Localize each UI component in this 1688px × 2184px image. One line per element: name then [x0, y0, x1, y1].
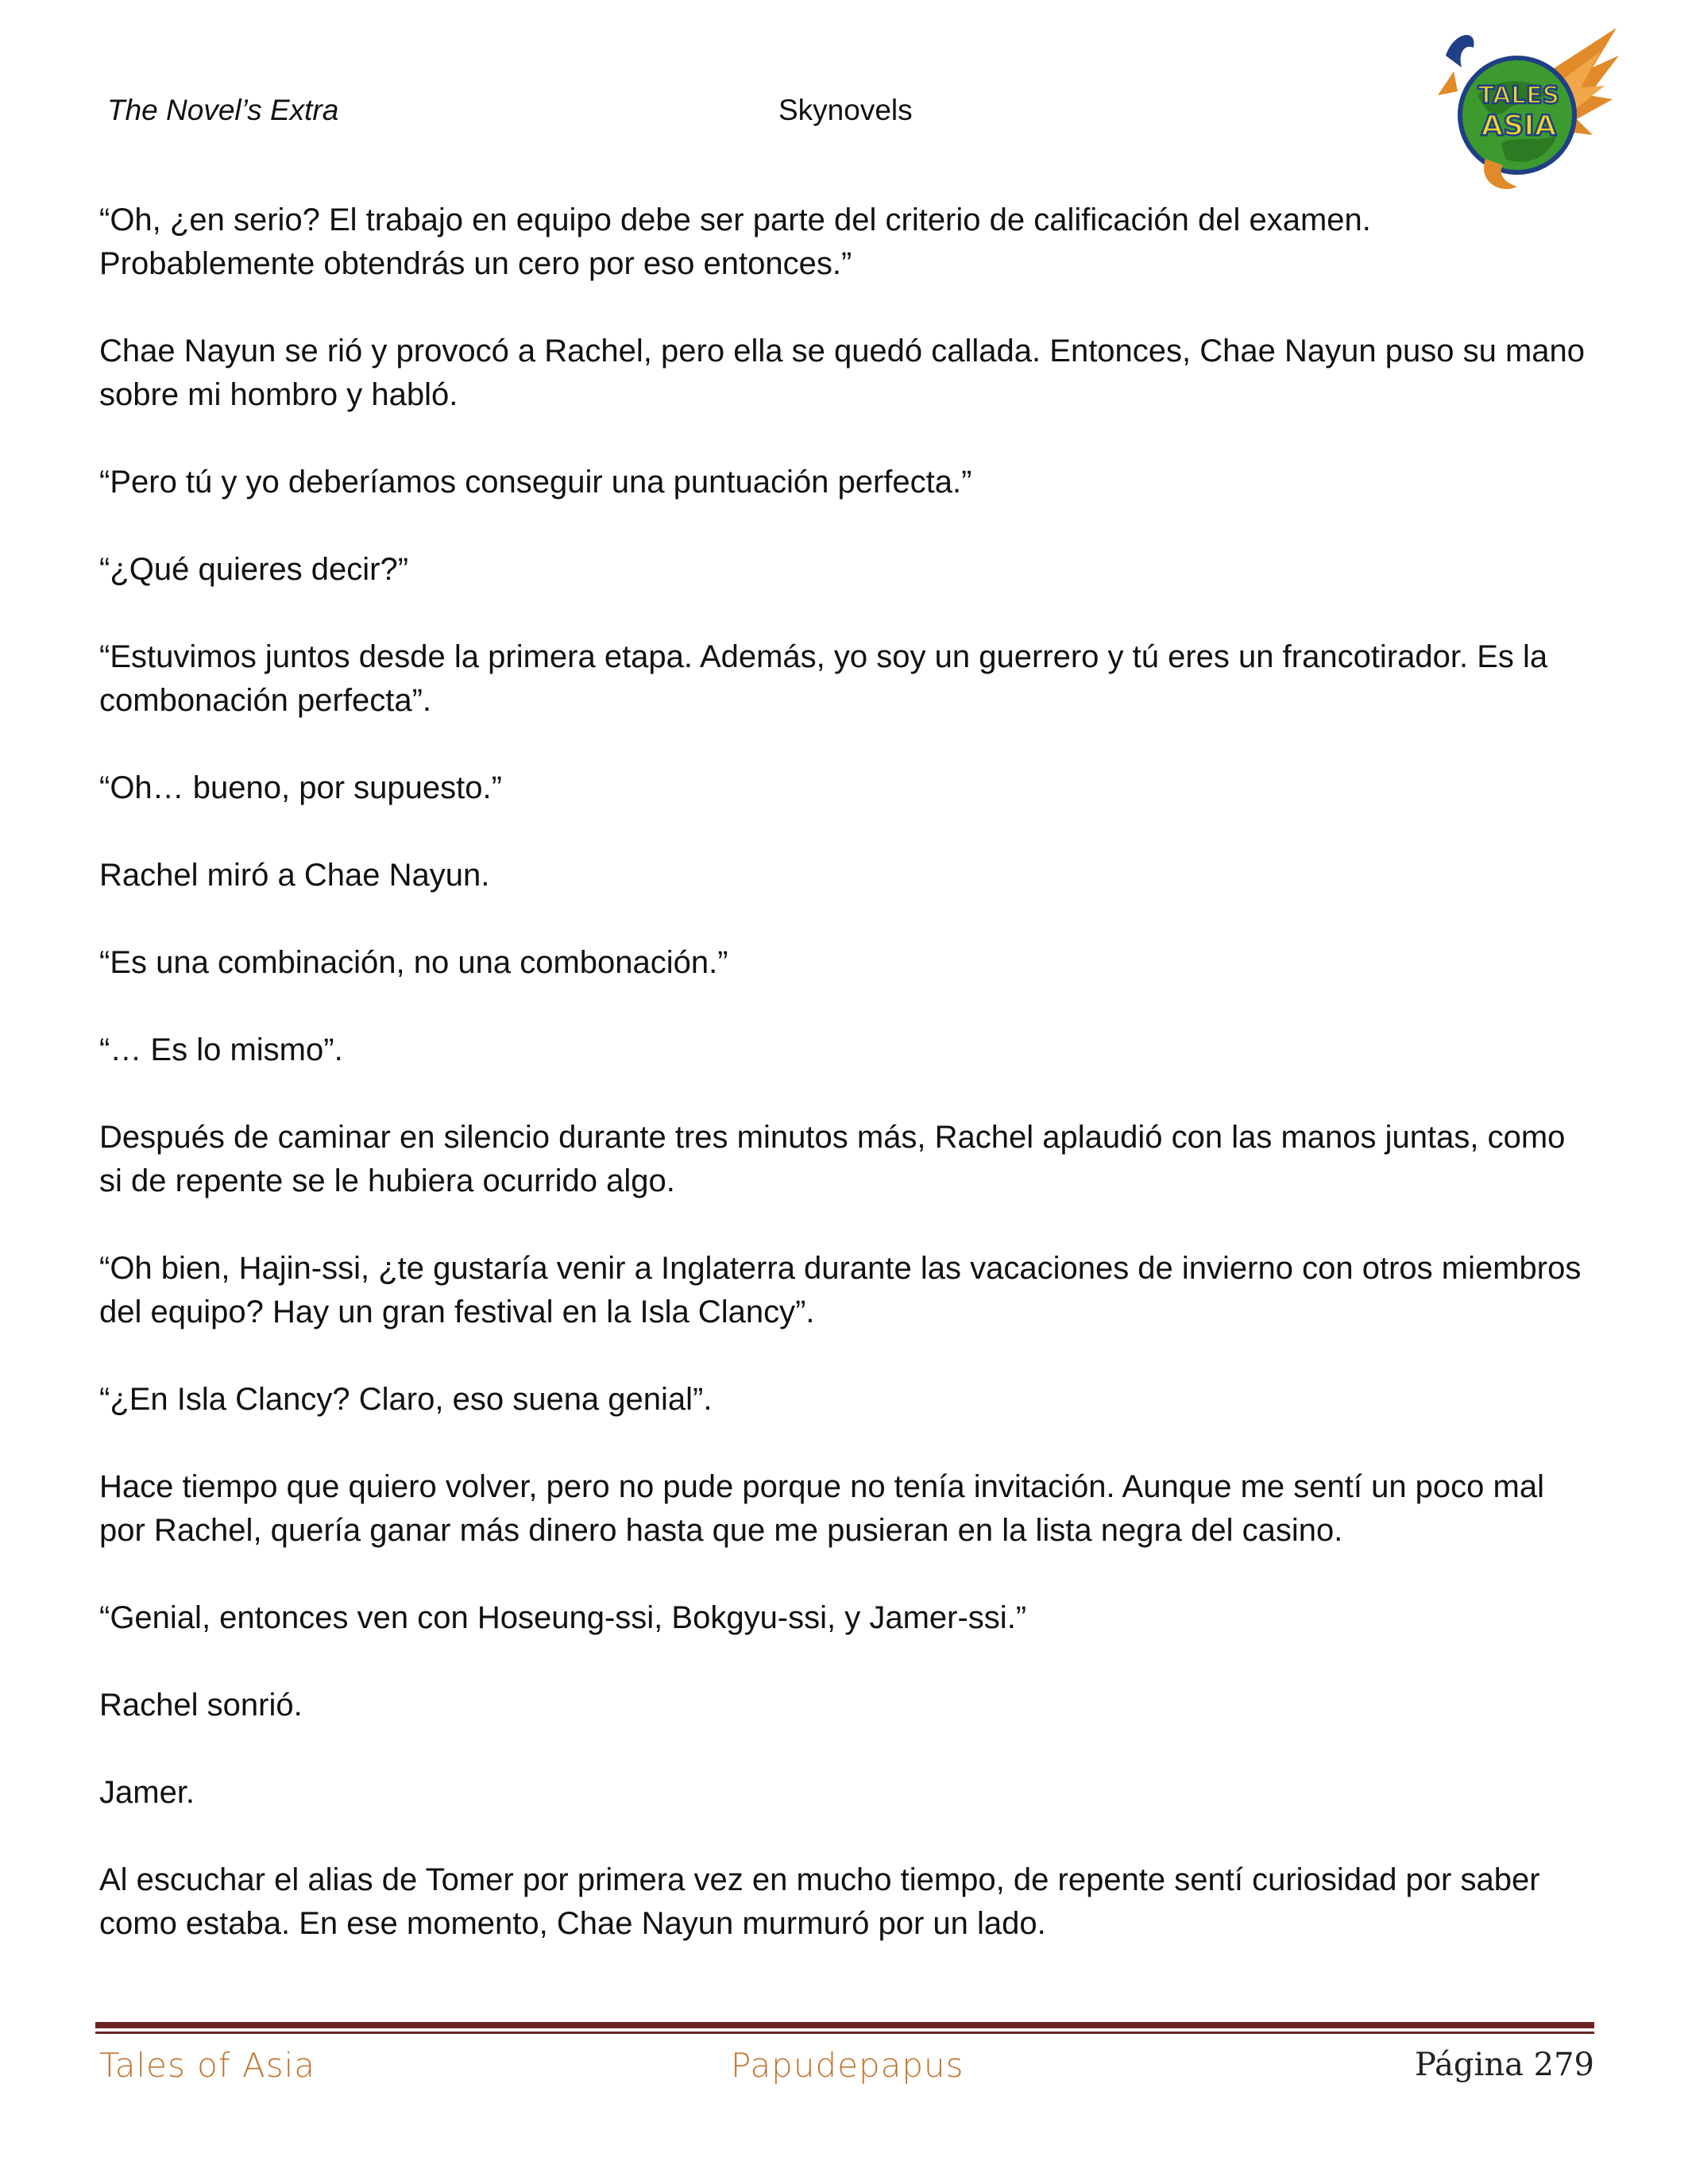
paragraph: “Es una combinación, no una combonación.” [99, 945, 728, 980]
footer-translator: Papudepapus [731, 2046, 964, 2085]
paragraph: “¿Qué quieres decir?” [99, 552, 409, 587]
page-number: Página 279 [1414, 2047, 1594, 2083]
paragraph: “Oh… bueno, por supuesto.” [99, 770, 502, 805]
logo-text-asia: ASIA [1481, 110, 1557, 142]
paragraph: Chae Nayun se rió y provocó a Rachel, pero ella se quedó callada. Entonces, Chae Nayun puso su mano sobre mi hombro y habló. [99, 334, 1586, 412]
paragraph: Al escuchar el alias de Tomer por primera vez en mucho tiempo, de repente sentí curiosidad por saber como estaba. En ese momento, Chae Nayun murmuró por un lado. [99, 1862, 1540, 1941]
footer-rule-thick [95, 2022, 1594, 2028]
paragraph: “¿En Isla Clancy? Claro, eso suena genial”. [99, 1382, 713, 1417]
footer-rule-thin [95, 2032, 1594, 2034]
paragraph: Rachel sonrió. [99, 1688, 303, 1723]
book-title: The Novel’s Extra [107, 94, 339, 126]
paragraph: Hace tiempo que quiero volver, pero no pude porque no tenía invitación. Aunque me sentí un poco mal por Rachel, quería ganar más dinero hasta que me pusieran en la lista negra del casino. [99, 1469, 1544, 1548]
logo-text-tales: TALES [1477, 82, 1560, 110]
paragraph: “Genial, entonces ven con Hoseung-ssi, Bokgyu-ssi, y Jamer-ssi.” [99, 1600, 1027, 1635]
paragraph: Rachel miró a Chae Nayun. [99, 858, 490, 893]
paragraph: “Estuvimos juntos desde la primera etapa. Además, yo soy un guerrero y tú eres un francotirador. Es la combonación perfecta”. [99, 639, 1548, 718]
paragraph: Jamer. [99, 1775, 195, 1810]
chapter-body [99, 199, 1593, 1989]
site-name: Skynovels [778, 94, 913, 126]
paragraph: “Oh bien, Hajin-ssi, ¿te gustaría venir a Inglaterra durante las vacaciones de invierno con otros miembros del equipo? Hay un gran festival en la Isla Clancy”. [99, 1251, 1582, 1329]
paragraph: “Oh, ¿en serio? El trabajo en equipo debe ser parte del criterio de calificación del examen. Probablemente obtendrás un cero por eso entonces.” [99, 203, 1371, 281]
paragraph: “… Es lo mismo”. [99, 1032, 343, 1067]
paragraph: “Pero tú y yo deberíamos conseguir una puntuación perfecta.” [99, 465, 972, 500]
tales-of-asia-logo [1430, 24, 1620, 199]
paragraph: Después de caminar en silencio durante tres minutos más, Rachel aplaudió con las manos juntas, como si de repente se le hubiera ocurrido algo. [99, 1120, 1566, 1198]
footer-publisher: Tales of Asia [99, 2046, 316, 2085]
